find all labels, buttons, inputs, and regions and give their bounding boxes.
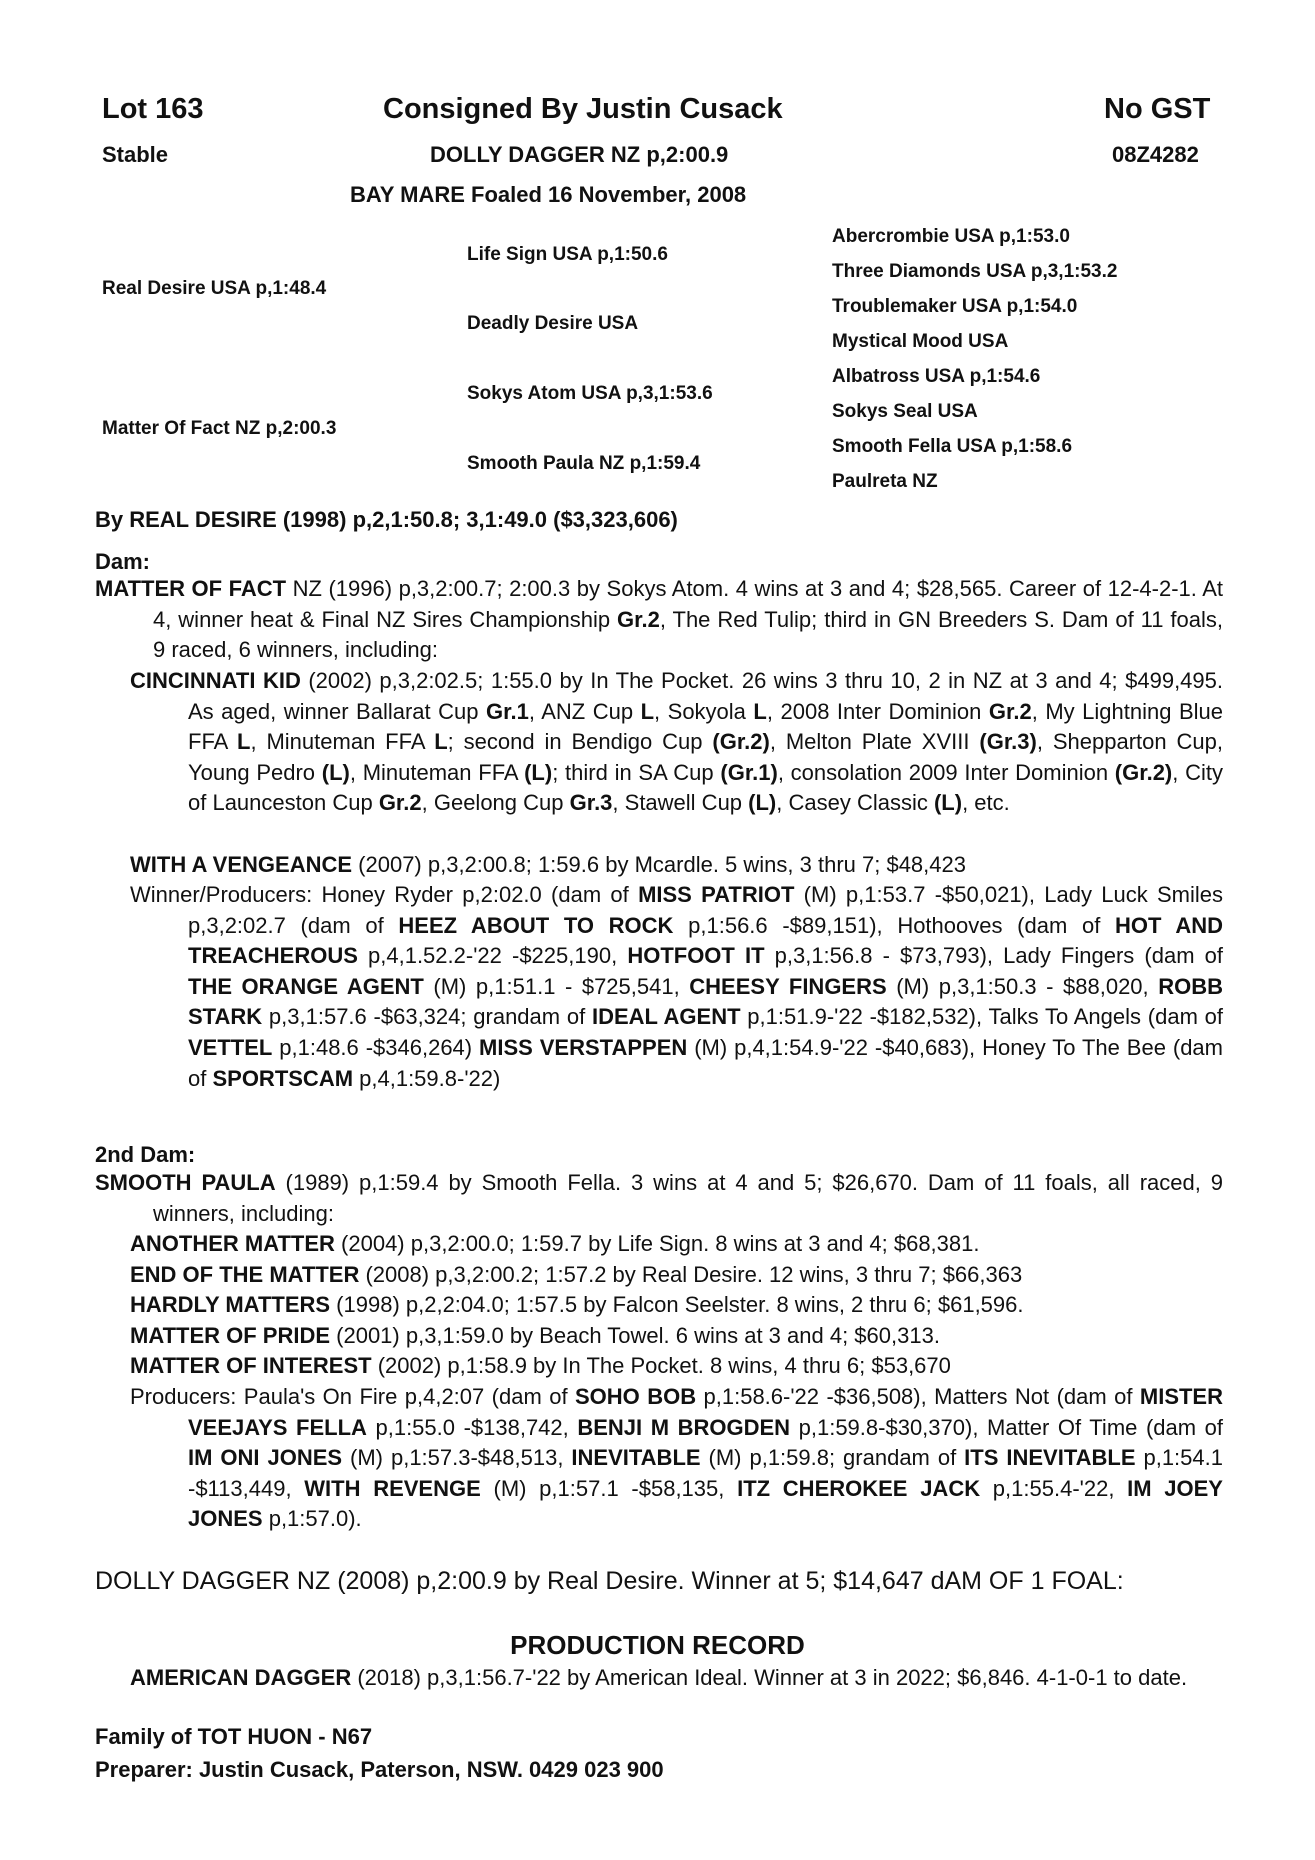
list-item: ANOTHER MATTER (2004) p,3,2:00.0; 1:59.7 by Life Sign. 8 wins at 3 and 4; $68,381. — [130, 1231, 980, 1256]
winner-producers: Winner/Producers: Honey Ryder p,2:02.0 (dam of MISS PATRIOT (M) p,1:53.7 -$50,021), Lady Luck Smiles p,3,2:02.7 (dam of HEEZ ABOUT TO ROCK p,1:56.6 -$89,151), Hothooves (dam of HOT AND TREACHEROUS p,4,1.52.2-'22 -$225,190, HOTFOOT IT p,3,1:56.8 - $73,793), Lady Fingers (dam of THE ORANGE AGENT (M) p,1:51.1 - $725,541, CHEESY FINGERS (M) p,3,1:50.3 - $88,020, ROBB STARK p,3,1:57.6 -$63,324; grandam of IDEAL AGENT p,1:51.9-'22 -$182,532), Talks To Angels (dam of VETTEL p,1:48.6 -$346,264) MISS VERSTAPPEN (M) p,4,1:54.9-'22 -$40,683), Honey To The Bee (dam of SPORTSCAM p,4,1:59.8-'22) — [130, 882, 1224, 1091]
pedigree-gen3-item: Mystical Mood USA — [832, 331, 1009, 352]
pedigree-gen2-item: Deadly Desire USA — [467, 313, 639, 334]
list-item: MATTER OF INTEREST (2002) p,1:58.9 by In The Pocket. 8 wins, 4 thru 6; $53,670 — [130, 1353, 951, 1379]
list-item: HARDLY MATTERS (1998) p,2,2:04.0; 1:57.5 by Falcon Seelster. 8 wins, 2 thru 6; $61,596. — [130, 1292, 1024, 1318]
offspring-name: WITH A VENGEANCE — [130, 852, 353, 877]
by-line: By REAL DESIRE (1998) p,2,1:50.8; 3,1:49.0 ($3,323,606) — [95, 507, 678, 532]
list-item: END OF THE MATTER (2008) p,3,2:00.2; 1:57.2 by Real Desire. 12 wins, 3 thru 7; $66,363 — [130, 1261, 1023, 1287]
preparer-line: Preparer: Justin Cusack, Paterson, NSW. 0429 023 900 — [95, 1757, 664, 1782]
family-line: Family of TOT HUON - N67 — [95, 1724, 373, 1749]
brand-code: 08Z4282 — [1112, 142, 1199, 167]
pedigree-gen3-item: Paulreta NZ — [832, 471, 938, 492]
horse-title: DOLLY DAGGER NZ p,2:00.9 — [430, 142, 729, 167]
dolly-dagger-summary: DOLLY DAGGER NZ (2008) p,2:00.9 by Real Desire. Winner at 5; $14,647 dAM OF 1 FOAL: — [95, 1567, 1124, 1595]
pedigree-gen2-item: Sokys Atom USA p,3,1:53.6 — [467, 383, 713, 404]
offspring-cincinnati-kid: CINCINNATI KID (2002) p,3,2:02.5; 1:55.0 by In The Pocket. 26 wins 3 thru 10, 2 in NZ at 3 and 4; $499,495. As aged, winner Ballarat Cup Gr.1, ANZ Cup L, Sokyola L, 2008 Inter Dominion Gr.2, My Lightning Blue FFA L, Minuteman FFA L; second in Bendigo Cup (Gr.2), Melton Plate XVIII (Gr.3), Shepparton Cup, Young Pedro (L), Minuteman FFA (L); third in SA Cup (Gr.1), consolation 2009 Inter Dominion (Gr.2), City of Launceston Cup Gr.2, Geelong Cup Gr.3, Stawell Cup (L), Casey Classic (L), etc. — [130, 668, 1223, 816]
second-dam-entry: SMOOTH PAULA (1989) p,1:59.4 by Smooth Fella. 3 wins at 4 and 5; $26,670. Dam of 11 foals, all raced, 9 winners, including: — [95, 1170, 1223, 1226]
stable-label: Stable — [102, 142, 169, 167]
production-entry: AMERICAN DAGGER (2018) p,3,1:56.7-'22 by American Ideal. Winner at 3 in 2022; $6,846. 4-1-0-1 to date. — [130, 1665, 1188, 1690]
lot-number: Lot 163 — [102, 93, 204, 125]
sex-foaled: BAY MARE Foaled 16 November, 2008 — [350, 182, 747, 207]
offspring-name: CINCINNATI KID — [130, 668, 301, 693]
offspring-list — [130, 1229, 1223, 1382]
pedigree-gen3-item: Albatross USA p,1:54.6 — [832, 366, 1041, 387]
pedigree-gen3-item: Sokys Seal USA — [832, 401, 978, 422]
pedigree-sire: Real Desire USA p,1:48.4 — [102, 278, 327, 299]
pedigree-gen2-item: Smooth Paula NZ p,1:59.4 — [467, 453, 701, 474]
consignor: Consigned By Justin Cusack — [383, 93, 783, 125]
pedigree-gen3-item: Troublemaker USA p,1:54.0 — [832, 296, 1078, 317]
pedigree-dam: Matter Of Fact NZ p,2:00.3 — [102, 418, 337, 439]
dam-entry: MATTER OF FACT NZ (1996) p,3,2:00.7; 2:00.3 by Sokys Atom. 4 wins at 3 and 4; $28,565. Career of 12-4-2-1. At 4, winner heat & Final NZ Sires Championship Gr.2, The Red Tulip; third in GN Breeders S. Dam of 11 foals, 9 raced, 6 winners, including: — [95, 576, 1223, 663]
pedigree-gen3-item: Three Diamonds USA p,3,1:53.2 — [832, 261, 1118, 282]
dam-heading: Dam: — [95, 549, 151, 574]
list-item: MATTER OF PRIDE (2001) p,3,1:59.0 by Beach Towel. 6 wins at 3 and 4; $60,313. — [130, 1322, 940, 1348]
producers: Producers: Paula's On Fire p,4,2:07 (dam of SOHO BOB p,1:58.6-'22 -$36,508), Matters Not (dam of MISTER VEEJAYS FELLA p,1:55.0 -$138,742, BENJI M BROGDEN p,1:59.8-$30,370), Matter Of Time (dam of IM ONI JONES (M) p,1:57.3-$48,513, INEVITABLE (M) p,1:59.8; grandam of ITS INEVITABLE p,1:54.1 -$113,449, WITH REVENGE (M) p,1:57.1 -$58,135, ITZ CHEROKEE JACK p,1:55.4-'22, IM JOEY JONES p,1:57.0). — [130, 1384, 1223, 1532]
offspring-with-a-vengeance: WITH A VENGEANCE (2007) p,3,2:00.8; 1:59.6 by Mcardle. 5 wins, 3 thru 7; $48,423 — [130, 852, 966, 877]
pedigree-gen2-item: Life Sign USA p,1:50.6 — [467, 244, 668, 265]
production-record-heading: PRODUCTION RECORD — [510, 1630, 805, 1660]
pedigree-gen3-item: Smooth Fella USA p,1:58.6 — [832, 436, 1073, 457]
dam-name: MATTER OF FACT — [95, 576, 287, 601]
second-dam-name: SMOOTH PAULA — [95, 1170, 276, 1195]
pedigree-gen3-item: Abercrombie USA p,1:53.0 — [832, 226, 1070, 247]
second-dam-heading: 2nd Dam: — [95, 1142, 196, 1167]
offspring-name: AMERICAN DAGGER — [130, 1665, 352, 1690]
gst-status: No GST — [1104, 93, 1211, 125]
